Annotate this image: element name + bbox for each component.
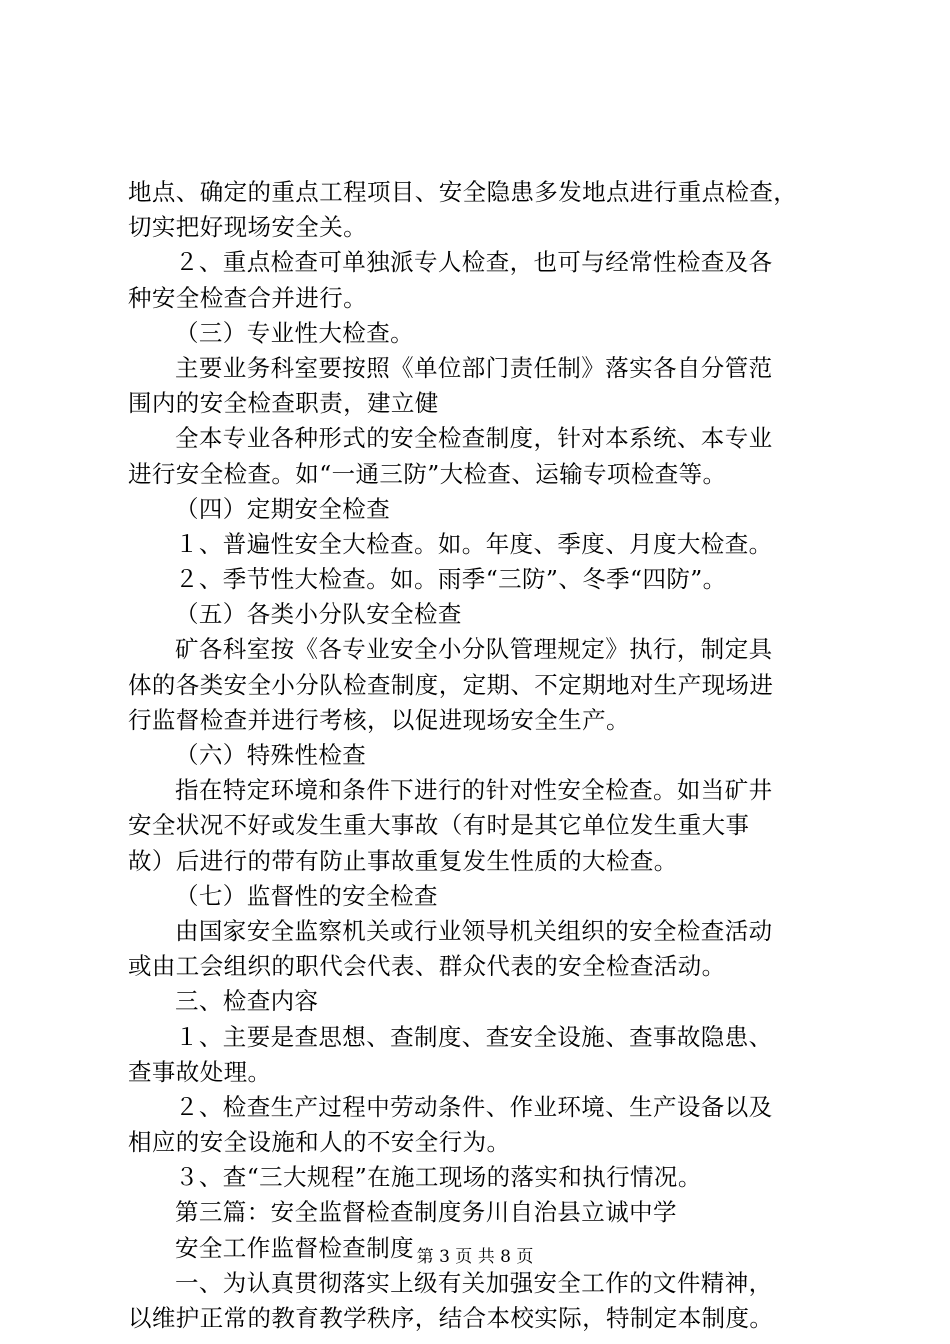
- page-footer: 第 3 页 共 8 页: [416, 1247, 534, 1267]
- text-line: 指在特定环境和条件下进行的针对性安全检查。如当矿井: [175, 776, 773, 805]
- text-line: 查事故处理。: [128, 1057, 272, 1086]
- text-line: （三）专业性大检查。: [175, 318, 414, 347]
- text-line: １、普遍性安全大检查。如。年度、季度、月度大检查。: [175, 529, 773, 558]
- text-line: ２、季节性大检查。如。雨季“三防”、冬季“四防”。: [175, 565, 727, 594]
- text-line: 进行安全检查。如“一通三防”大检查、运输专项检查等。: [128, 459, 727, 488]
- text-line: 一、为认真贯彻落实上级有关加强安全工作的文件精神，: [175, 1268, 773, 1297]
- text-line: 地点、确定的重点工程项目、安全隐患多发地点进行重点检查，: [128, 178, 798, 206]
- text-line: （五）各类小分队安全检查: [175, 600, 462, 629]
- text-line: 以维护正常的教育教学秩序，结合本校实际，特制定本制度。: [128, 1304, 774, 1332]
- text-line: 全本专业各种形式的安全检查制度，针对本系统、本专业: [175, 424, 773, 453]
- text-line: 安全状况不好或发生重大事故（有时是其它单位发生重大事: [128, 811, 750, 840]
- text-line: １、主要是查思想、查制度、查安全设施、查事故隐患、: [175, 1022, 773, 1051]
- text-line: 相应的安全设施和人的不安全行为。: [128, 1128, 511, 1157]
- text-line: ３、查“三大规程”在施工现场的落实和执行情况。: [175, 1163, 702, 1192]
- text-line: 主要业务科室要按照《单位部门责任制》落实各自分管范: [175, 353, 773, 382]
- text-line: （七）监督性的安全检查: [175, 881, 438, 910]
- text-line: （四）定期安全检查: [175, 494, 391, 523]
- text-line: （六）特殊性检查: [175, 741, 367, 769]
- document-body: [128, 175, 838, 1336]
- text-line: 三、检查内容: [175, 987, 319, 1016]
- text-line: ２、检查生产过程中劳动条件、作业环境、生产设备以及: [175, 1092, 773, 1121]
- text-line: 由国家安全监察机关或行业领导机关组织的安全检查活动: [175, 916, 773, 945]
- text-line: ２、重点检查可单独派专人检查，也可与经常性检查及各: [175, 248, 773, 277]
- text-line: 故）后进行的带有防止事故重复发生性质的大检查。: [128, 846, 678, 875]
- text-line: 围内的安全检查职责，建立健: [128, 389, 439, 418]
- text-line: 安全工作监督检查制度: [175, 1233, 414, 1262]
- text-line: 第三篇：安全监督检查制度务川自治县立诚中学: [175, 1198, 677, 1227]
- text-line: 或由工会组织的职代会代表、群众代表的安全检查活动。: [128, 952, 726, 981]
- text-line: 体的各类安全小分队检查制度，定期、不定期地对生产现场进: [128, 670, 774, 699]
- text-line: 种安全检查合并进行。: [128, 283, 367, 312]
- text-line: 切实把好现场安全关。: [128, 213, 367, 242]
- text-line: 行监督检查并进行考核，以促进现场安全生产。: [128, 705, 630, 734]
- text-line: 矿各科室按《各专业安全小分队管理规定》执行，制定具: [175, 635, 773, 664]
